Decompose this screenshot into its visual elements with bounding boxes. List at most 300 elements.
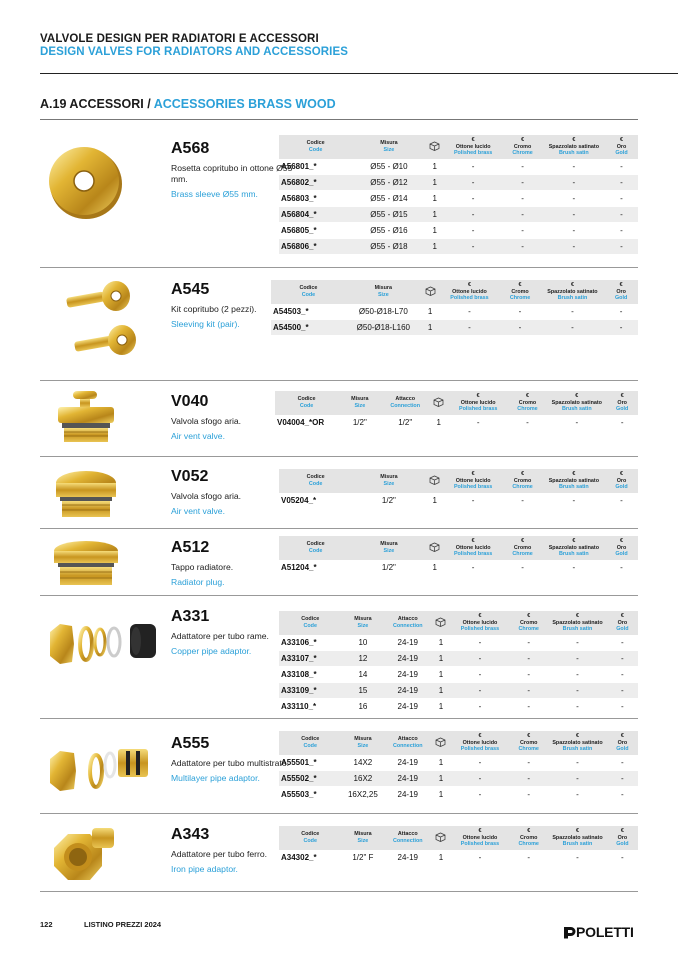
col-gold-en: Gold	[614, 295, 628, 301]
table-cell: Ø55 - Ø10	[352, 159, 425, 175]
col-gold	[605, 135, 638, 159]
article-code: A54503_*	[271, 304, 346, 320]
table-cell: -	[548, 667, 607, 683]
package-qty-header	[426, 135, 444, 159]
col-polished-brass-currency: €	[478, 828, 482, 834]
product-description-en: Iron pipe adaptor.	[171, 864, 238, 874]
col-polished-brass-currency: €	[467, 282, 471, 288]
table-cell: -	[605, 159, 638, 175]
table-cell: -	[541, 304, 605, 320]
table-cell: 14	[341, 667, 384, 683]
col-code	[275, 391, 338, 415]
sleeving-kit-image	[46, 276, 156, 366]
package-qty-header	[431, 731, 451, 755]
col-polished-brass-currency: €	[476, 393, 480, 399]
col-chrome-it: Cromo	[513, 143, 532, 150]
col-connection	[384, 731, 431, 755]
table-cell: -	[499, 320, 540, 336]
table-cell: 24-19	[384, 787, 431, 803]
table-cell: -	[509, 755, 548, 771]
table-cell: 1	[426, 191, 444, 207]
brand-logo-text: POLETTI	[576, 924, 634, 940]
col-brush-satin-en: Brush satin	[559, 551, 589, 557]
table-cell: -	[502, 191, 542, 207]
product-description-en: Multilayer pipe adaptor.	[171, 773, 260, 783]
article-code: A56803_*	[279, 191, 352, 207]
table-header-row	[279, 536, 638, 560]
table-cell: -	[502, 239, 542, 255]
product-block-a512	[40, 529, 638, 596]
table-cell: 24-19	[384, 771, 431, 787]
col-chrome-currency: €	[521, 471, 525, 477]
product-description-en: Sleeving kit (pair).	[171, 319, 240, 329]
table-cell: 1	[431, 699, 451, 715]
col-code	[279, 469, 352, 493]
table-cell: -	[508, 415, 547, 431]
col-brush-satin-currency: €	[572, 471, 576, 477]
col-gold-it: Oro	[617, 399, 627, 406]
package-box-icon	[435, 737, 446, 747]
article-code: V04004_*OR	[275, 415, 338, 431]
table-cell: 1/2" F	[341, 850, 384, 866]
col-size-en: Size	[377, 291, 389, 298]
col-size	[352, 536, 425, 560]
product-block-a343	[40, 814, 638, 892]
table-cell: -	[604, 320, 638, 336]
product-code: A545	[171, 281, 210, 298]
col-gold-en: Gold	[616, 746, 629, 752]
product-description-it: Adattatore per tubo multistrato.	[171, 758, 289, 768]
col-size-en: Size	[357, 742, 369, 749]
col-brush-satin-it: Spazzolato satinato	[548, 544, 600, 551]
table-row	[279, 771, 638, 787]
table-cell: -	[444, 223, 503, 239]
col-code-it: Codice	[306, 541, 325, 548]
col-gold-en: Gold	[616, 406, 629, 412]
table-cell: -	[607, 651, 638, 667]
table-row	[279, 159, 638, 175]
product-image	[46, 389, 156, 454]
table-cell: -	[607, 667, 638, 683]
col-size	[338, 391, 381, 415]
col-polished-brass	[440, 280, 500, 304]
col-chrome	[502, 469, 542, 493]
table-cell: 12	[341, 651, 384, 667]
table-cell: -	[543, 159, 605, 175]
product-code: A555	[171, 735, 210, 752]
col-code-it: Codice	[301, 736, 320, 743]
col-chrome	[509, 611, 548, 635]
package-box-icon	[435, 617, 446, 627]
col-code-it: Codice	[297, 396, 316, 403]
article-code: A55503_*	[279, 787, 341, 803]
col-polished-brass-en: Polished brass	[460, 746, 500, 752]
product-description-en: Air vent valve.	[171, 506, 225, 516]
col-polished-brass-en: Polished brass	[459, 406, 498, 412]
table-cell: -	[509, 787, 548, 803]
table-cell: 1/2"	[352, 560, 425, 576]
table-cell: -	[444, 493, 503, 509]
table-cell: -	[509, 651, 548, 667]
col-gold-it: Oro	[616, 288, 626, 295]
product-description-en: Air vent valve.	[171, 431, 225, 441]
col-gold-it: Oro	[617, 739, 628, 746]
col-brush-satin	[547, 391, 606, 415]
col-brush-satin-en: Brush satin	[562, 626, 593, 632]
table-cell: -	[548, 651, 607, 667]
brass-rosette-image	[46, 142, 126, 222]
table-cell: 16X2,25	[341, 787, 384, 803]
table-cell: 1	[429, 415, 449, 431]
table-cell: 1	[431, 651, 451, 667]
col-connection-it: Attacco	[397, 831, 418, 838]
table-cell: 1	[426, 207, 444, 223]
product-description-it: Tappo radiatore.	[171, 562, 234, 572]
table-row	[279, 699, 638, 715]
table-cell: -	[605, 207, 638, 223]
price-table	[279, 469, 638, 509]
table-header-row	[279, 135, 638, 159]
table-cell: -	[607, 755, 638, 771]
col-brush-satin-currency: €	[576, 613, 579, 619]
col-brush-satin-currency: €	[572, 538, 576, 544]
table-cell: -	[444, 159, 503, 175]
col-code-en: Code	[308, 480, 323, 487]
product-code: A568	[171, 140, 210, 157]
package-qty-header	[426, 469, 444, 493]
col-size	[341, 826, 384, 850]
package-qty-header	[421, 280, 440, 304]
table-cell: -	[605, 175, 638, 191]
product-code: A331	[171, 608, 210, 625]
table-cell: 16X2	[341, 771, 384, 787]
package-box-icon	[429, 475, 440, 485]
table-cell: 24-19	[384, 755, 431, 771]
table-cell: 24-19	[384, 651, 431, 667]
price-table	[279, 536, 638, 576]
col-chrome-currency: €	[518, 282, 522, 288]
table-cell: -	[548, 850, 607, 866]
col-connection	[382, 391, 429, 415]
section-rule	[40, 119, 638, 120]
col-brush-satin	[543, 536, 605, 560]
col-polished-brass	[451, 826, 510, 850]
table-cell: 1	[431, 771, 451, 787]
table-row	[279, 755, 638, 771]
table-cell: -	[451, 667, 510, 683]
table-cell: -	[451, 787, 510, 803]
table-cell: -	[606, 415, 638, 431]
product-description-it: Kit copritubo (2 pezzi).	[171, 304, 257, 314]
table-cell: -	[444, 191, 503, 207]
col-brush-satin-currency: €	[576, 733, 579, 739]
col-polished-brass-en: Polished brass	[450, 295, 489, 301]
table-header-row	[279, 611, 638, 635]
product-description-it: Valvola sfogo aria.	[171, 416, 242, 426]
brand-logo	[562, 924, 634, 940]
table-cell: -	[444, 560, 503, 576]
table-cell: 1	[426, 159, 444, 175]
col-gold-en: Gold	[615, 150, 628, 156]
col-gold-it: Oro	[616, 477, 627, 484]
table-cell: -	[543, 493, 605, 509]
table-cell: -	[541, 320, 605, 336]
product-description-it: Rosetta copritubo in ottone Ø55 mm.	[171, 163, 293, 184]
table-cell: -	[444, 239, 503, 255]
section-title-it: A.19 ACCESSORI /	[40, 97, 154, 111]
product-description-it: Adattatore per tubo ferro.	[171, 849, 268, 859]
col-code-en: Code	[308, 547, 323, 554]
col-code	[271, 280, 346, 304]
table-cell: 1	[421, 304, 440, 320]
col-size-it: Misura	[354, 736, 372, 743]
table-cell: 1	[431, 683, 451, 699]
col-code	[279, 135, 352, 159]
table-header-row	[275, 391, 638, 415]
table-cell: -	[509, 683, 548, 699]
product-code: V052	[171, 468, 209, 485]
product-block-a568	[40, 122, 638, 268]
col-chrome	[509, 731, 548, 755]
table-cell: -	[444, 207, 503, 223]
col-brush-satin-currency: €	[572, 137, 576, 143]
col-gold-en: Gold	[615, 551, 628, 557]
col-brush-satin-en: Brush satin	[561, 406, 592, 412]
table-cell: -	[605, 191, 638, 207]
product-description-en: Radiator plug.	[171, 577, 225, 587]
table-row	[271, 320, 638, 336]
iron-pipe-adaptor-image	[46, 822, 126, 888]
table-cell: -	[607, 850, 638, 866]
product-image	[46, 537, 156, 598]
radiator-plug-image	[46, 537, 126, 593]
col-size-it: Misura	[380, 140, 398, 147]
table-cell: -	[451, 850, 510, 866]
package-qty-header	[426, 536, 444, 560]
col-polished-brass-it: Ottone lucido	[462, 739, 498, 746]
table-cell: 24-19	[384, 683, 431, 699]
table-cell: -	[547, 415, 606, 431]
package-qty-header	[431, 611, 451, 635]
col-chrome-currency: €	[527, 613, 531, 619]
table-cell: 1	[426, 493, 444, 509]
table-cell: 1	[431, 635, 451, 651]
table-row	[279, 683, 638, 699]
col-polished-brass	[444, 536, 503, 560]
table-cell: -	[451, 755, 510, 771]
col-chrome-en: Chrome	[512, 484, 533, 490]
article-code: A55502_*	[279, 771, 341, 787]
product-block-v052	[40, 457, 638, 529]
col-chrome-en: Chrome	[518, 746, 539, 752]
col-code	[279, 536, 352, 560]
col-brush-satin-it: Spazzolato satinato	[552, 834, 603, 841]
col-connection-en: Connection	[392, 837, 423, 844]
header-title-it: VALVOLE DESIGN PER RADIATORI E ACCESSORI	[40, 33, 319, 45]
col-gold-it: Oro	[616, 544, 627, 551]
col-brush-satin-it: Spazzolato satinato	[548, 143, 600, 150]
col-connection-it: Attacco	[395, 396, 416, 403]
table-cell: 14X2	[341, 755, 384, 771]
table-cell: -	[605, 223, 638, 239]
article-code: A33106_*	[279, 635, 341, 651]
col-gold	[605, 469, 638, 493]
table-cell: -	[502, 223, 542, 239]
table-cell: 1	[426, 560, 444, 576]
col-polished-brass-currency: €	[471, 137, 475, 143]
table-row	[279, 651, 638, 667]
col-polished-brass-en: Polished brass	[460, 841, 500, 847]
article-code: A56805_*	[279, 223, 352, 239]
col-code-it: Codice	[301, 831, 320, 838]
col-brush-satin-currency: €	[570, 282, 574, 288]
col-chrome-it: Cromo	[520, 739, 538, 746]
package-box-icon	[429, 542, 440, 552]
table-cell: -	[607, 787, 638, 803]
col-chrome-it: Cromo	[513, 544, 532, 551]
col-brush-satin-currency: €	[576, 828, 579, 834]
col-size-en: Size	[383, 480, 395, 487]
col-chrome	[509, 826, 548, 850]
product-image	[46, 822, 156, 893]
col-polished-brass	[449, 391, 508, 415]
col-brush-satin-en: Brush satin	[559, 150, 589, 156]
table-cell: 1	[426, 175, 444, 191]
col-chrome-currency: €	[525, 393, 529, 399]
col-brush-satin-it: Spazzolato satinato	[547, 288, 598, 295]
col-code	[279, 611, 341, 635]
table-header-row	[279, 826, 638, 850]
col-connection-en: Connection	[392, 622, 423, 629]
product-description-en: Brass sleeve Ø55 mm.	[171, 189, 258, 199]
article-code: V05204_*	[279, 493, 352, 509]
table-cell: 1/2"	[352, 493, 425, 509]
col-polished-brass-it: Ottone lucido	[452, 288, 487, 295]
col-chrome-it: Cromo	[518, 399, 537, 406]
col-polished-brass	[444, 135, 503, 159]
col-code	[279, 826, 341, 850]
table-cell: 1	[431, 787, 451, 803]
table-cell: -	[605, 560, 638, 576]
package-qty-header	[431, 826, 451, 850]
col-brush-satin	[548, 611, 607, 635]
product-block-a555	[40, 719, 638, 814]
table-cell: -	[607, 699, 638, 715]
col-chrome	[508, 391, 547, 415]
package-box-icon	[433, 397, 444, 407]
product-block-v040	[40, 381, 638, 457]
col-polished-brass-it: Ottone lucido	[455, 143, 491, 150]
col-code-en: Code	[303, 622, 317, 629]
table-cell: -	[502, 493, 542, 509]
table-cell: -	[543, 207, 605, 223]
table-cell: -	[502, 175, 542, 191]
article-code: A54500_*	[271, 320, 346, 336]
col-code-it: Codice	[306, 140, 325, 147]
table-cell: -	[509, 667, 548, 683]
col-size-it: Misura	[380, 474, 398, 481]
product-image	[46, 731, 156, 806]
col-size-it: Misura	[354, 831, 372, 838]
col-polished-brass-currency: €	[478, 613, 482, 619]
col-chrome-it: Cromo	[520, 834, 538, 841]
table-cell: 1	[431, 850, 451, 866]
col-size-en: Size	[383, 146, 395, 153]
col-brush-satin	[543, 469, 605, 493]
col-chrome-it: Cromo	[520, 619, 538, 626]
table-row	[279, 850, 638, 866]
table-cell: 24-19	[384, 667, 431, 683]
col-connection-it: Attacco	[397, 736, 418, 743]
col-code-en: Code	[308, 146, 323, 153]
price-table	[275, 391, 638, 431]
col-size-en: Size	[354, 402, 366, 409]
col-code-it: Codice	[299, 285, 318, 292]
table-cell: 24-19	[384, 699, 431, 715]
col-gold-currency: €	[619, 137, 623, 143]
table-cell: -	[548, 635, 607, 651]
package-box-icon	[429, 141, 440, 151]
table-cell: 1	[421, 320, 440, 336]
col-connection-it: Attacco	[397, 616, 418, 623]
table-cell: 1	[426, 239, 444, 255]
table-cell: Ø55 - Ø12	[352, 175, 425, 191]
col-polished-brass-en: Polished brass	[453, 484, 493, 490]
product-divider	[40, 891, 638, 892]
col-size	[341, 611, 384, 635]
header-title-en: DESIGN VALVES FOR RADIATORS AND ACCESSORIES	[40, 46, 349, 58]
col-gold-it: Oro	[617, 619, 628, 626]
product-code: A343	[171, 826, 210, 843]
col-code	[279, 731, 341, 755]
table-cell: -	[605, 493, 638, 509]
col-gold	[607, 826, 638, 850]
table-cell: -	[548, 683, 607, 699]
col-size-en: Size	[357, 622, 369, 629]
table-cell: -	[449, 415, 508, 431]
table-cell: -	[502, 560, 542, 576]
table-cell: -	[502, 207, 542, 223]
col-gold	[606, 391, 638, 415]
col-chrome-it: Cromo	[511, 288, 529, 295]
table-cell: -	[509, 635, 548, 651]
table-cell: -	[451, 771, 510, 787]
col-gold-en: Gold	[616, 626, 629, 632]
col-size-it: Misura	[374, 285, 393, 292]
table-cell: -	[543, 560, 605, 576]
table-cell: -	[509, 771, 548, 787]
product-code: A512	[171, 539, 210, 556]
price-table	[279, 135, 638, 255]
product-image	[46, 276, 156, 371]
col-code-it: Codice	[306, 474, 325, 481]
col-gold-en: Gold	[615, 484, 628, 490]
table-cell: -	[607, 635, 638, 651]
col-chrome	[502, 135, 542, 159]
col-polished-brass	[451, 611, 510, 635]
table-row	[279, 560, 638, 576]
article-code: A51204_*	[279, 560, 352, 576]
col-brush-satin-en: Brush satin	[562, 746, 593, 752]
col-polished-brass-en: Polished brass	[460, 626, 500, 632]
table-cell: -	[502, 159, 542, 175]
table-cell: -	[543, 191, 605, 207]
table-cell: -	[451, 699, 510, 715]
col-chrome-en: Chrome	[512, 551, 533, 557]
table-cell: -	[451, 683, 510, 699]
col-polished-brass-currency: €	[471, 471, 475, 477]
table-cell: -	[543, 223, 605, 239]
